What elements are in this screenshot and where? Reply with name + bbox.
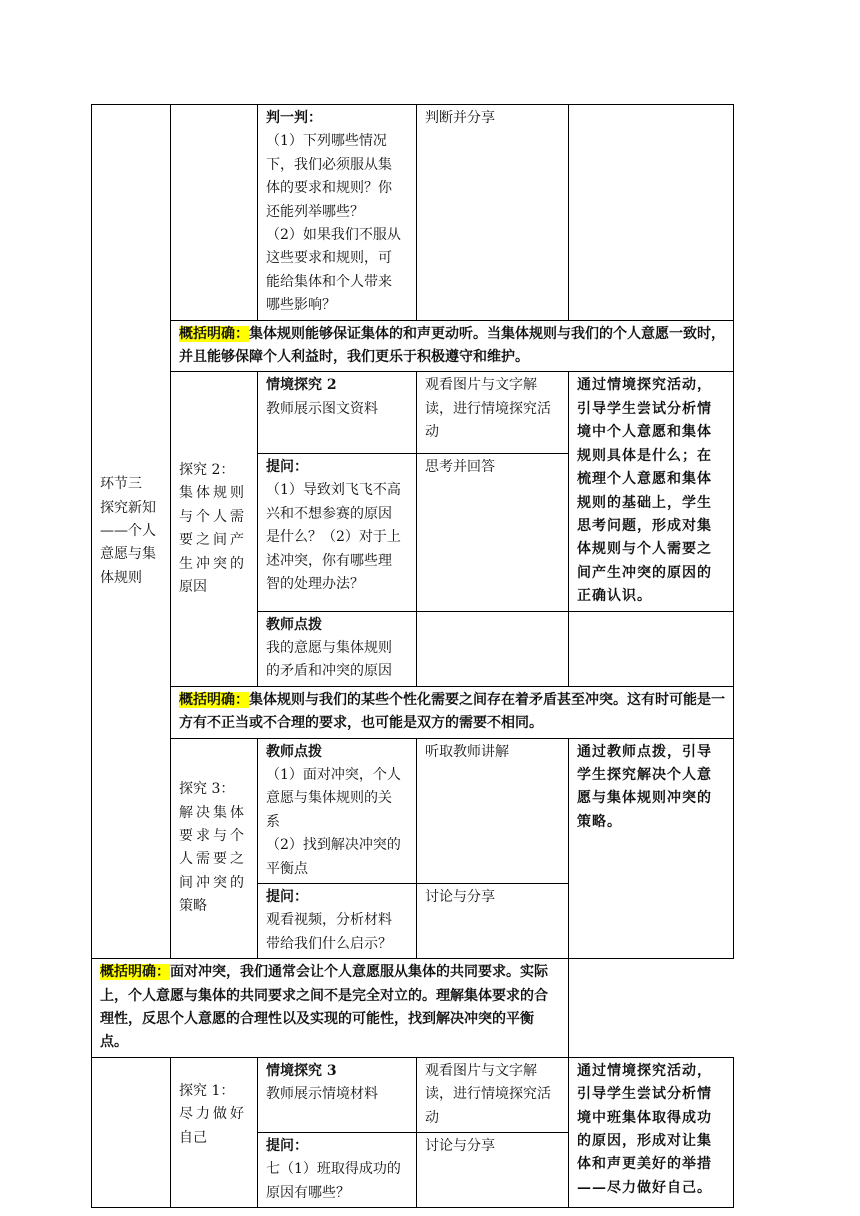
judge-line: 哪些影响？ <box>266 297 336 314</box>
stage3-title-line: ——个人 <box>100 522 156 539</box>
judge-student-cell <box>417 105 569 321</box>
inquiry2-question-line: （1）导致刘飞飞不高 <box>266 482 401 499</box>
inquiry1-scene-title: 情境探究 3 <box>266 1062 337 1079</box>
inquiry2-guide-cell <box>258 611 417 686</box>
inquiry2-scene-cell <box>258 372 417 453</box>
judge-line: 还能列举哪些？ <box>266 203 364 220</box>
summary2-cell <box>171 686 734 738</box>
inquiry3-question-line: 观看视频，分析材料 <box>266 912 392 929</box>
inquiry3-guide-line: （2）找到解决冲突的 <box>266 837 401 854</box>
summary3-cell <box>92 959 569 1058</box>
inquiry1-scene-student-cell <box>417 1057 569 1132</box>
summary3-text: 面对冲突，我们通常会让个人意愿服从集体的共同要求。实际上，个人意愿与集体的共同要求之间不是完全对立的。理解集体要求的合理性，反思个人意愿的合理性以及实现的可能性，找到解决冲突的平衡点。 <box>100 964 548 1051</box>
inquiry1-scene-row <box>92 1057 734 1132</box>
inquiry3-question-student: 讨论与分享 <box>425 889 495 905</box>
empty-cell <box>417 611 569 686</box>
inquiry1-question-student: 讨论与分享 <box>425 1138 495 1155</box>
stage3-title-cell <box>92 105 171 959</box>
inquiry2-title-cell <box>171 372 258 686</box>
summary-row <box>92 686 734 738</box>
judge-line: （1）下列哪些情况 <box>266 133 387 150</box>
inquiry1-question-cell <box>258 1133 417 1208</box>
inquiry1-title-line: 自己 <box>179 1129 207 1146</box>
inquiry3-guide-line: 平衡点 <box>266 860 308 877</box>
judge-line: 下，我们必须服从集 <box>266 156 392 173</box>
inquiry2-guide-line: 我的意愿与集体规则 <box>266 639 392 656</box>
inquiry2-title-line: 集体规则 <box>179 485 247 502</box>
inquiry3-question-student-cell <box>417 884 569 959</box>
inquiry1-scene-student: 观看图片与文字解读，进行情境探究活动 <box>425 1062 551 1126</box>
inquiry2-question-line: 智的处理办法？ <box>266 575 364 592</box>
inquiry2-scene-student: 观看图片与文字解读，进行情境探究活动 <box>425 377 551 441</box>
stage3-title-line: 环节三 <box>100 476 142 493</box>
judge-student-activity: 判断并分享 <box>425 110 495 126</box>
inquiry3-guide-row <box>92 738 734 883</box>
inquiry2-title-line: 与个人需 <box>179 508 247 525</box>
inquiry3-guide-student: 听取教师讲解 <box>425 743 509 760</box>
inquiry2-question-student: 思考并回答 <box>425 458 495 475</box>
inquiry2-intent: 通过情境探究活动，引导学生尝试分析情境中个人意愿和集体规则具体是什么；在梳理个人意愿和集体规则的基础上，学生思考问题，形成对集体规则与个人需要之间产生冲突的原因的正确认识。 <box>577 377 712 605</box>
inquiry2-scene-text: 教师展示图文资料 <box>266 400 378 417</box>
inquiry3-title-line: 策略 <box>179 898 207 915</box>
inquiry1-question-line: 原因有哪些？ <box>266 1184 350 1201</box>
stage3-title-line: 体规则 <box>100 569 142 586</box>
summary3-label: 概括明确： <box>100 964 170 981</box>
inquiry2-question-title: 提问： <box>266 458 308 475</box>
inquiry3-question-cell <box>258 884 417 959</box>
empty-cell <box>569 105 734 321</box>
inquiry3-intent: 通过教师点拨，引导学生探究解决个人意愿与集体规则冲突的策略。 <box>577 743 712 830</box>
inquiry1-scene-cell <box>258 1057 417 1132</box>
inquiry1-title-cell <box>171 1057 258 1207</box>
lesson-plan-table <box>91 104 734 1208</box>
inquiry2-scene-row <box>92 372 734 453</box>
inquiry2-question-cell <box>258 453 417 611</box>
inquiry3-title-line: 人需要之 <box>179 851 247 868</box>
inquiry3-guide-student-cell <box>417 738 569 883</box>
inquiry3-title-line: 间冲突的 <box>179 874 247 891</box>
summary1-cell <box>171 320 734 372</box>
inquiry2-title-line: 探究 2： <box>179 461 235 478</box>
inquiry2-guide-title: 教师点拨 <box>266 616 322 633</box>
inquiry1-question-student-cell <box>417 1133 569 1208</box>
inquiry3-title-cell <box>171 738 258 959</box>
empty-cell <box>569 611 734 686</box>
empty-cell <box>171 105 258 321</box>
inquiry3-intent-cell <box>569 738 734 959</box>
inquiry2-scene-title: 情境探究 2 <box>266 377 337 394</box>
judge-row <box>92 105 734 321</box>
inquiry3-guide-title: 教师点拨 <box>266 743 322 760</box>
judge-line: （2）如果我们不服从 <box>266 227 401 244</box>
judge-line: 体的要求和规则？你 <box>266 180 392 197</box>
inquiry2-question-student-cell <box>417 453 569 611</box>
inquiry2-title-line: 生冲突的 <box>179 555 247 572</box>
inquiry3-guide-line: 意愿与集体规则的关 <box>266 790 392 807</box>
inquiry3-guide-cell <box>258 738 417 883</box>
summary1-text: 集体规则能够保证集体的和声更动听。当集体规则与我们的个人意愿一致时，并且能够保障个人利益时，我们更乐于积极遵守和维护。 <box>179 325 725 366</box>
inquiry1-intent: 通过情境探究活动，引导学生尝试分析情境中班集体取得成功的原因，形成对让集体和声更美好的举措——尽力做好自己。 <box>577 1062 712 1196</box>
inquiry3-guide-line: 系 <box>266 813 280 830</box>
inquiry3-question-title: 提问： <box>266 889 308 905</box>
inquiry2-guide-line: 的矛盾和冲突的原因 <box>266 663 392 680</box>
summary1-label: 概括明确： <box>179 325 249 342</box>
next-stage-cell <box>92 1057 171 1207</box>
stage3-title-line: 探究新知 <box>100 499 156 516</box>
inquiry2-title-line: 要之间产 <box>179 532 247 549</box>
inquiry1-title-line: 探究 1： <box>179 1082 235 1099</box>
stage3-title-line: 意愿与集 <box>100 546 156 563</box>
inquiry1-question-line: 七（1）班取得成功的 <box>266 1161 401 1178</box>
summary2-text: 集体规则与我们的某些个性化需要之间存在着矛盾甚至冲突。这有时可能是一方有不正当或不合理的要求，也可能是双方的需要不相同。 <box>179 691 725 732</box>
inquiry3-title-line: 探究 3： <box>179 781 235 798</box>
inquiry3-question-line: 带给我们什么启示？ <box>266 935 392 952</box>
inquiry3-guide-line: （1）面对冲突，个人 <box>266 766 401 783</box>
inquiry3-title-line: 要求与个 <box>179 827 247 844</box>
inquiry2-title-line: 原因 <box>179 578 207 595</box>
judge-title: 判一判： <box>266 110 322 126</box>
judge-line: 能给集体和个人带来 <box>266 273 392 290</box>
summary-row <box>92 959 734 1058</box>
inquiry1-intent-cell <box>569 1057 734 1207</box>
inquiry2-intent-cell <box>569 372 734 611</box>
summary-row <box>92 320 734 372</box>
summary2-label: 概括明确： <box>179 691 249 708</box>
inquiry2-scene-student-cell <box>417 372 569 453</box>
inquiry2-question-line: 兴和不想参赛的原因 <box>266 505 392 522</box>
inquiry2-question-line: 述冲突，你有哪些理 <box>266 552 392 569</box>
judge-line: 这些要求和规则，可 <box>266 250 392 267</box>
inquiry3-title-line: 解决集体 <box>179 804 247 821</box>
judge-content-cell <box>258 105 417 321</box>
inquiry1-question-title: 提问： <box>266 1138 308 1155</box>
inquiry1-title-line: 尽力做好 <box>179 1106 247 1123</box>
inquiry1-scene-text: 教师展示情境材料 <box>266 1086 378 1103</box>
inquiry2-question-line: 是什么？（2）对于上 <box>266 529 401 546</box>
